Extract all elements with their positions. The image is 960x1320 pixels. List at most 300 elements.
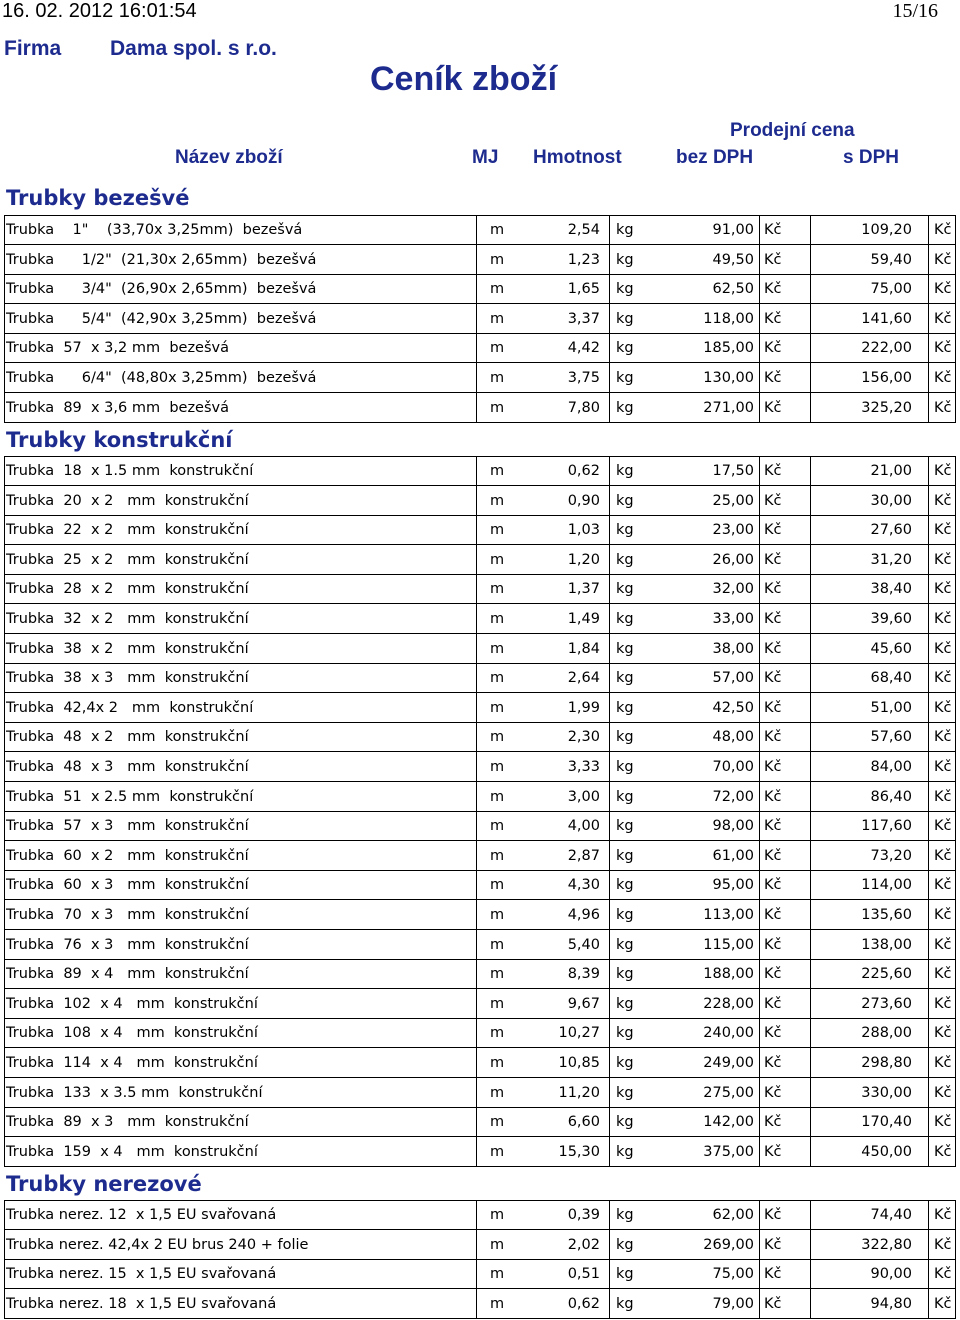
unit: m xyxy=(490,699,505,716)
cell-border xyxy=(476,811,477,841)
cell-border xyxy=(476,545,477,575)
weight-value: 1,23 xyxy=(567,251,600,268)
unit: m xyxy=(490,1025,505,1042)
price-incl-vat: 288,00 xyxy=(861,1025,912,1042)
cell-border xyxy=(955,722,956,752)
currency: Kč xyxy=(934,1266,952,1283)
weight-unit: kg xyxy=(616,995,634,1012)
table-row xyxy=(4,215,956,245)
price-excl-vat: 33,00 xyxy=(712,611,754,627)
weight-unit: kg xyxy=(616,222,634,238)
cell-border xyxy=(810,989,811,1019)
price-excl-vat: 375,00 xyxy=(703,1143,754,1160)
cell-border xyxy=(4,1078,5,1108)
unit: m xyxy=(490,581,505,598)
unit: m xyxy=(490,1207,505,1223)
currency: Kč xyxy=(764,640,782,657)
currency: Kč xyxy=(934,522,952,539)
weight-value: 8,39 xyxy=(567,966,600,983)
cell-border xyxy=(759,693,760,723)
price-excl-vat: 25,00 xyxy=(712,492,754,509)
cell-border xyxy=(4,274,5,304)
currency: Kč xyxy=(934,670,952,687)
currency: Kč xyxy=(764,995,782,1012)
cell-border xyxy=(955,782,956,812)
cell-border xyxy=(759,1107,760,1137)
cell-border xyxy=(609,782,610,812)
product-name: Trubka 3/4" (26,90x 2,65mm) bezešvá xyxy=(6,281,317,298)
currency: Kč xyxy=(934,966,952,983)
currency: Kč xyxy=(764,1207,782,1223)
weight-value: 2,02 xyxy=(567,1236,600,1253)
weight-value: 1,65 xyxy=(567,281,600,298)
weight-unit: kg xyxy=(616,1025,634,1042)
print-datetime: 16. 02. 2012 16:01:54 xyxy=(2,0,197,22)
currency: Kč xyxy=(934,818,952,835)
table-row xyxy=(4,393,956,423)
unit: m xyxy=(490,463,505,479)
cell-border xyxy=(928,574,929,604)
cell-border xyxy=(810,1107,811,1137)
price-incl-vat: 273,60 xyxy=(861,995,912,1012)
cell-border xyxy=(955,989,956,1019)
price-incl-vat: 135,60 xyxy=(861,907,912,923)
cell-border xyxy=(759,393,760,423)
cell-border xyxy=(609,215,610,245)
cell-border xyxy=(810,1048,811,1078)
column-header-weight: Hmotnost xyxy=(533,147,622,168)
weight-unit: kg xyxy=(616,611,634,627)
currency: Kč xyxy=(934,222,952,238)
cell-border xyxy=(928,1230,929,1260)
cell-border xyxy=(4,722,5,752)
price-incl-vat: 75,00 xyxy=(870,281,912,298)
weight-unit: kg xyxy=(616,877,634,894)
product-name: Trubka 22 x 2 mm konstrukční xyxy=(6,522,249,539)
cell-border xyxy=(759,574,760,604)
cell-border xyxy=(759,782,760,812)
cell-border xyxy=(928,274,929,304)
cell-border xyxy=(476,604,477,634)
unit: m xyxy=(490,1055,505,1071)
cell-border xyxy=(955,456,956,486)
cell-border xyxy=(955,363,956,393)
currency: Kč xyxy=(934,492,952,509)
product-name: Trubka 28 x 2 mm konstrukční xyxy=(6,581,249,598)
cell-border xyxy=(928,1078,929,1108)
currency: Kč xyxy=(934,729,952,746)
currency: Kč xyxy=(764,699,782,716)
price-incl-vat: 109,20 xyxy=(861,222,912,238)
price-incl-vat: 322,80 xyxy=(861,1236,912,1253)
cell-border xyxy=(759,604,760,634)
cell-border xyxy=(609,304,610,334)
price-incl-vat: 57,60 xyxy=(870,729,912,746)
product-name: Trubka 38 x 3 mm konstrukční xyxy=(6,670,249,687)
cell-border xyxy=(476,1137,477,1167)
price-incl-vat: 330,00 xyxy=(861,1084,912,1101)
table-row xyxy=(4,1230,956,1260)
table-row xyxy=(4,1289,956,1319)
cell-border xyxy=(810,1230,811,1260)
table-row xyxy=(4,456,956,486)
currency: Kč xyxy=(934,788,952,805)
cell-border xyxy=(609,1230,610,1260)
currency: Kč xyxy=(764,1236,782,1253)
currency: Kč xyxy=(934,1114,952,1131)
currency: Kč xyxy=(764,877,782,894)
weight-unit: kg xyxy=(616,1207,634,1223)
currency: Kč xyxy=(764,492,782,509)
weight-unit: kg xyxy=(616,699,634,716)
cell-border xyxy=(476,574,477,604)
currency: Kč xyxy=(934,1236,952,1253)
cell-border xyxy=(955,1200,956,1230)
cell-border xyxy=(810,841,811,871)
table-row xyxy=(4,545,956,575)
cell-border xyxy=(955,515,956,545)
cell-border xyxy=(928,900,929,930)
table-row xyxy=(4,574,956,604)
cell-border xyxy=(955,870,956,900)
page-number: 15/16 xyxy=(892,0,938,22)
cell-border xyxy=(928,811,929,841)
cell-border xyxy=(810,333,811,363)
cell-border xyxy=(4,1230,5,1260)
price-incl-vat: 74,40 xyxy=(870,1207,912,1223)
unit: m xyxy=(490,340,505,357)
currency: Kč xyxy=(764,463,782,479)
cell-border xyxy=(810,393,811,423)
currency: Kč xyxy=(764,581,782,598)
cell-border xyxy=(810,693,811,723)
weight-unit: kg xyxy=(616,281,634,298)
cell-border xyxy=(476,959,477,989)
cell-border xyxy=(476,693,477,723)
cell-border xyxy=(928,545,929,575)
currency: Kč xyxy=(764,670,782,687)
cell-border xyxy=(928,930,929,960)
cell-border xyxy=(4,604,5,634)
cell-border xyxy=(955,574,956,604)
cell-border xyxy=(759,1018,760,1048)
price-excl-vat: 240,00 xyxy=(703,1025,754,1042)
weight-value: 2,64 xyxy=(567,670,600,687)
cell-border xyxy=(955,304,956,334)
cell-border xyxy=(759,545,760,575)
cell-border xyxy=(759,304,760,334)
cell-border xyxy=(609,959,610,989)
price-excl-vat: 142,00 xyxy=(703,1114,754,1131)
cell-border xyxy=(759,456,760,486)
unit: m xyxy=(490,759,505,775)
cell-border xyxy=(609,663,610,693)
cell-border xyxy=(759,959,760,989)
cell-border xyxy=(4,1289,5,1319)
cell-border xyxy=(955,1289,956,1319)
currency: Kč xyxy=(934,936,952,953)
product-name: Trubka 57 x 3 mm konstrukční xyxy=(6,818,249,835)
price-excl-vat: 48,00 xyxy=(712,729,754,746)
cell-border xyxy=(955,930,956,960)
table-row xyxy=(4,989,956,1019)
cell-border xyxy=(810,811,811,841)
currency: Kč xyxy=(764,936,782,953)
table-row xyxy=(4,811,956,841)
table-row xyxy=(4,1078,956,1108)
currency: Kč xyxy=(764,340,782,357)
cell-border xyxy=(476,870,477,900)
cell-border xyxy=(759,215,760,245)
weight-value: 11,20 xyxy=(558,1084,600,1101)
cell-border xyxy=(476,304,477,334)
weight-unit: kg xyxy=(616,399,634,416)
cell-border xyxy=(4,545,5,575)
cell-border xyxy=(928,663,929,693)
price-excl-vat: 185,00 xyxy=(703,340,754,357)
unit: m xyxy=(490,281,505,298)
price-incl-vat: 141,60 xyxy=(861,310,912,327)
price-excl-vat: 91,00 xyxy=(712,222,754,238)
table-row xyxy=(4,333,956,363)
currency: Kč xyxy=(934,1295,952,1312)
product-name: Trubka 89 x 3 mm konstrukční xyxy=(6,1114,249,1131)
weight-unit: kg xyxy=(616,907,634,923)
cell-border xyxy=(955,333,956,363)
price-excl-vat: 269,00 xyxy=(703,1236,754,1253)
cell-border xyxy=(609,545,610,575)
cell-border xyxy=(609,1200,610,1230)
weight-value: 0,90 xyxy=(567,492,600,509)
cell-border xyxy=(810,1018,811,1048)
section-title: Trubky nerezové xyxy=(6,1172,202,1196)
currency: Kč xyxy=(934,847,952,864)
weight-value: 1,03 xyxy=(567,522,600,539)
unit: m xyxy=(490,1114,505,1131)
product-name: Trubka 60 x 3 mm konstrukční xyxy=(6,877,249,894)
weight-unit: kg xyxy=(616,1055,634,1071)
table-row xyxy=(4,1048,956,1078)
price-excl-vat: 42,50 xyxy=(712,699,754,716)
cell-border xyxy=(609,989,610,1019)
cell-border xyxy=(476,1107,477,1137)
cell-border xyxy=(955,841,956,871)
cell-border xyxy=(476,1078,477,1108)
cell-border xyxy=(4,215,5,245)
column-header-price-excl: bez DPH xyxy=(676,147,754,168)
currency: Kč xyxy=(934,399,952,416)
price-incl-vat: 51,00 xyxy=(870,699,912,716)
column-header-name: Název zboží xyxy=(175,147,283,168)
cell-border xyxy=(810,930,811,960)
cell-border xyxy=(928,1259,929,1289)
weight-unit: kg xyxy=(616,1266,634,1283)
cell-border xyxy=(810,663,811,693)
cell-border xyxy=(609,1078,610,1108)
cell-border xyxy=(928,1048,929,1078)
cell-border xyxy=(476,634,477,664)
cell-border xyxy=(928,304,929,334)
currency: Kč xyxy=(764,1143,782,1160)
cell-border xyxy=(476,1048,477,1078)
price-incl-vat: 225,60 xyxy=(861,966,912,983)
price-excl-vat: 98,00 xyxy=(712,818,754,835)
page-title: Ceník zboží xyxy=(370,60,558,98)
price-incl-vat: 117,60 xyxy=(861,818,912,835)
unit: m xyxy=(490,399,505,416)
product-name: Trubka 25 x 2 mm konstrukční xyxy=(6,551,249,568)
weight-unit: kg xyxy=(616,310,634,327)
cell-border xyxy=(609,870,610,900)
product-name: Trubka 57 x 3,2 mm bezešvá xyxy=(6,340,230,357)
price-incl-vat: 27,60 xyxy=(870,522,912,539)
cell-border xyxy=(4,363,5,393)
price-excl-vat: 72,00 xyxy=(712,788,754,805)
cell-border xyxy=(955,393,956,423)
table-row xyxy=(4,1107,956,1137)
cell-border xyxy=(810,634,811,664)
cell-border xyxy=(759,841,760,871)
product-name: Trubka 48 x 3 mm konstrukční xyxy=(6,759,249,775)
cell-border xyxy=(4,841,5,871)
weight-unit: kg xyxy=(616,1143,634,1160)
cell-border xyxy=(955,663,956,693)
section-title: Trubky bezešvé xyxy=(6,186,190,210)
cell-border xyxy=(759,1259,760,1289)
cell-border xyxy=(4,989,5,1019)
product-name: Trubka 38 x 2 mm konstrukční xyxy=(6,640,249,657)
currency: Kč xyxy=(764,310,782,327)
product-name: Trubka 108 x 4 mm konstrukční xyxy=(6,1025,258,1042)
cell-border xyxy=(955,634,956,664)
table-row xyxy=(4,245,956,275)
price-incl-vat: 73,20 xyxy=(870,847,912,864)
cell-border xyxy=(476,1200,477,1230)
price-excl-vat: 271,00 xyxy=(703,399,754,416)
unit: m xyxy=(490,818,505,835)
weight-unit: kg xyxy=(616,1236,634,1253)
weight-value: 4,00 xyxy=(567,818,600,835)
cell-border xyxy=(928,870,929,900)
unit: m xyxy=(490,251,505,268)
currency: Kč xyxy=(934,370,952,386)
currency: Kč xyxy=(764,222,782,238)
company-name: Dama spol. s r.o. xyxy=(110,37,277,60)
cell-border xyxy=(759,515,760,545)
currency: Kč xyxy=(934,1084,952,1101)
cell-border xyxy=(476,1230,477,1260)
cell-border xyxy=(476,1259,477,1289)
cell-border xyxy=(4,333,5,363)
cell-border xyxy=(759,870,760,900)
price-excl-vat: 38,00 xyxy=(712,640,754,657)
unit: m xyxy=(490,1084,505,1101)
weight-value: 0,51 xyxy=(567,1266,600,1283)
price-excl-vat: 115,00 xyxy=(703,936,754,953)
product-name: Trubka 159 x 4 mm konstrukční xyxy=(6,1143,258,1160)
price-incl-vat: 170,40 xyxy=(861,1114,912,1131)
currency: Kč xyxy=(764,759,782,775)
currency: Kč xyxy=(764,1055,782,1071)
product-name: Trubka 89 x 3,6 mm bezešvá xyxy=(6,399,230,416)
currency: Kč xyxy=(934,877,952,894)
unit: m xyxy=(490,966,505,983)
cell-border xyxy=(4,900,5,930)
currency: Kč xyxy=(934,340,952,357)
cell-border xyxy=(759,486,760,516)
cell-border xyxy=(609,634,610,664)
table-row xyxy=(4,274,956,304)
cell-border xyxy=(810,1137,811,1167)
cell-border xyxy=(4,486,5,516)
table-row xyxy=(4,1200,956,1230)
cell-border xyxy=(810,722,811,752)
table-row xyxy=(4,930,956,960)
cell-border xyxy=(609,1137,610,1167)
price-excl-vat: 188,00 xyxy=(703,966,754,983)
product-name: Trubka 5/4" (42,90x 3,25mm) bezešvá xyxy=(6,310,317,327)
cell-border xyxy=(810,959,811,989)
cell-border xyxy=(476,1289,477,1319)
cell-border xyxy=(759,722,760,752)
cell-border xyxy=(928,1200,929,1230)
currency: Kč xyxy=(764,847,782,864)
unit: m xyxy=(490,522,505,539)
price-incl-vat: 138,00 xyxy=(861,936,912,953)
table-row xyxy=(4,752,956,782)
column-header-price-group: Prodejní cena xyxy=(730,120,855,141)
currency: Kč xyxy=(764,281,782,298)
product-name: Trubka 42,4x 2 mm konstrukční xyxy=(6,699,254,716)
cell-border xyxy=(4,870,5,900)
cell-border xyxy=(928,604,929,634)
cell-border xyxy=(955,1078,956,1108)
cell-border xyxy=(609,841,610,871)
price-excl-vat: 130,00 xyxy=(703,370,754,386)
cell-border xyxy=(759,634,760,664)
cell-border xyxy=(759,1048,760,1078)
weight-unit: kg xyxy=(616,251,634,268)
weight-value: 3,75 xyxy=(567,370,600,386)
cell-border xyxy=(476,1018,477,1048)
price-excl-vat: 113,00 xyxy=(703,907,754,923)
cell-border xyxy=(476,663,477,693)
table-row xyxy=(4,634,956,664)
price-incl-vat: 298,80 xyxy=(861,1055,912,1071)
product-name: Trubka nerez. 42,4x 2 EU brus 240 + folie xyxy=(6,1236,309,1253)
weight-value: 3,33 xyxy=(567,759,600,775)
product-name: Trubka nerez. 15 x 1,5 EU svařovaná xyxy=(6,1266,277,1283)
cell-border xyxy=(928,1107,929,1137)
cell-border xyxy=(4,663,5,693)
cell-border xyxy=(955,752,956,782)
price-incl-vat: 39,60 xyxy=(870,611,912,627)
weight-value: 1,37 xyxy=(567,581,600,598)
weight-unit: kg xyxy=(616,370,634,386)
currency: Kč xyxy=(934,907,952,923)
cell-border xyxy=(810,900,811,930)
product-name: Trubka 114 x 4 mm konstrukční xyxy=(6,1055,258,1071)
cell-border xyxy=(4,634,5,664)
currency: Kč xyxy=(764,611,782,627)
cell-border xyxy=(4,811,5,841)
cell-border xyxy=(759,274,760,304)
unit: m xyxy=(490,729,505,746)
cell-border xyxy=(955,274,956,304)
cell-border xyxy=(928,393,929,423)
cell-border xyxy=(928,215,929,245)
currency: Kč xyxy=(764,907,782,923)
